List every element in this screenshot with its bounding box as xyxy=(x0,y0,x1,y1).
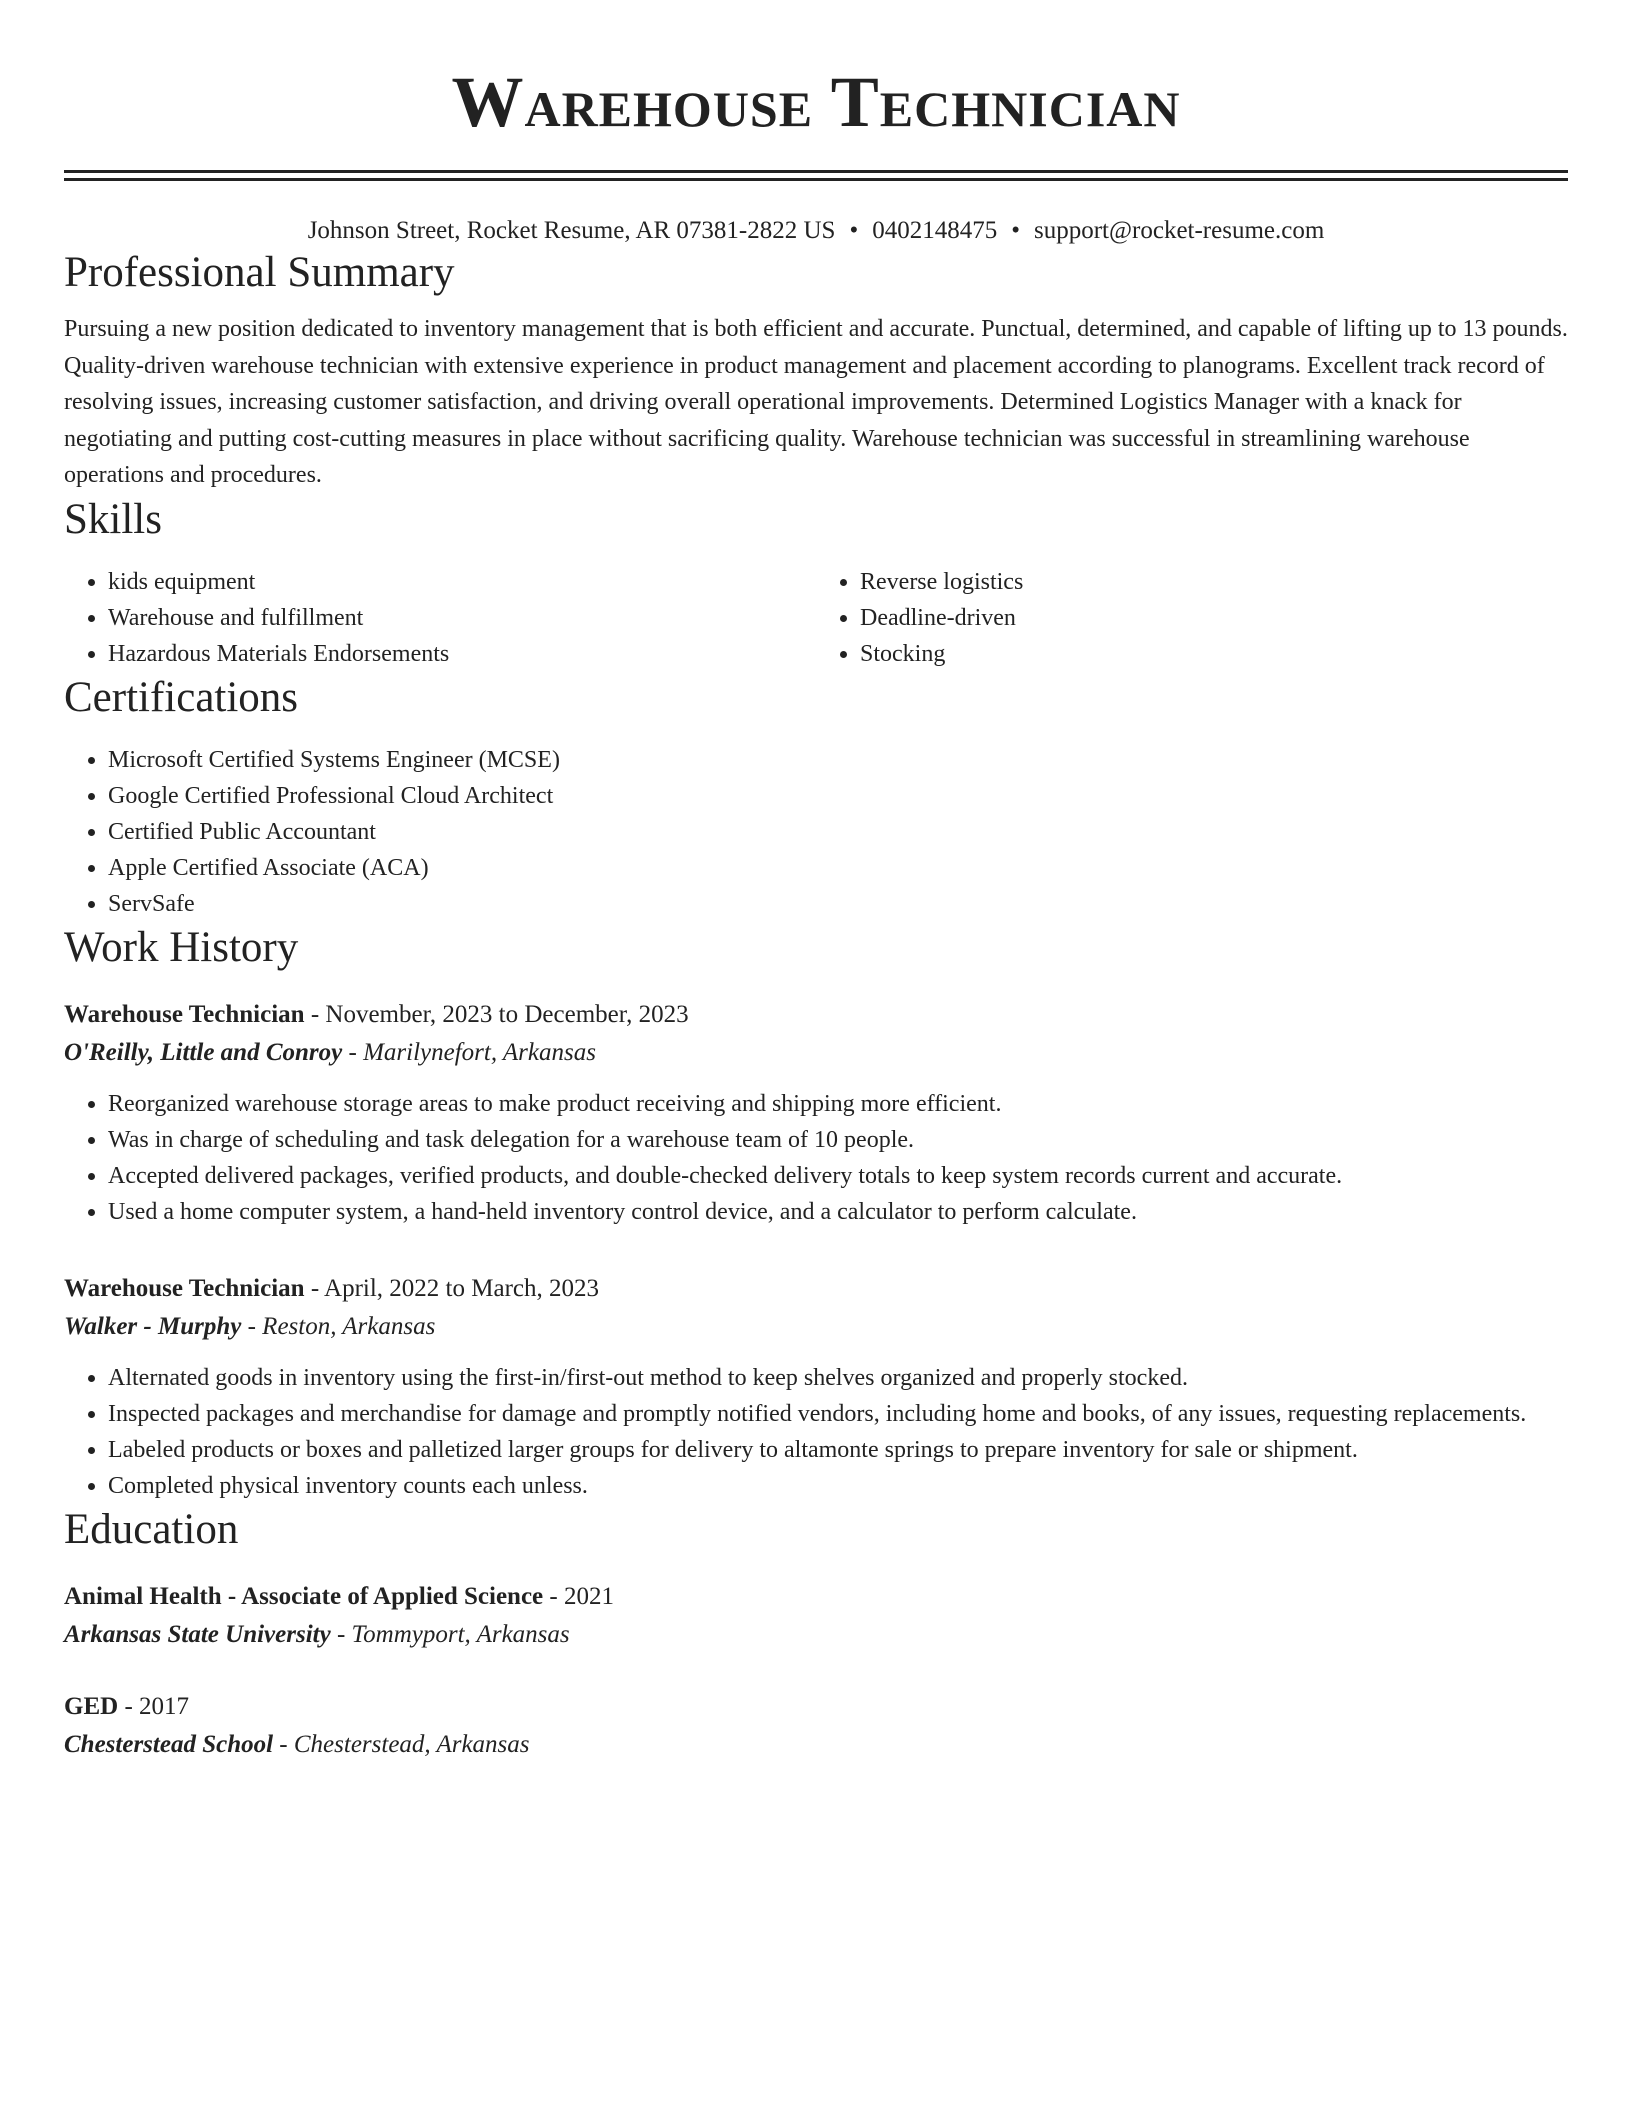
job-duties xyxy=(64,1086,1568,1230)
job-company: Walker - Murphy xyxy=(64,1312,242,1340)
job-company: O'Reilly, Little and Conroy xyxy=(64,1038,343,1066)
certification-item: • ServSafe xyxy=(108,886,1568,922)
skills-heading: Skills xyxy=(64,495,162,543)
education-school-line xyxy=(64,1616,1568,1654)
job-duty: • Labeled products or boxes and palletized larger groups for delivery to altamonte springs to prepare inventory for sale or shipment. xyxy=(108,1432,1568,1468)
skill-item: • Deadline-driven xyxy=(860,600,1568,636)
education-location: - Chesterstead, Arkansas xyxy=(273,1730,530,1758)
skill-item: • Stocking xyxy=(860,636,1568,672)
education-year: - 2021 xyxy=(543,1582,614,1610)
job-location: - Reston, Arkansas xyxy=(241,1312,436,1340)
education-degree-line xyxy=(64,1688,1568,1726)
certification-item: • Certified Public Accountant xyxy=(108,814,1568,850)
job-header xyxy=(64,996,1568,1034)
job-role: Warehouse Technician xyxy=(64,1000,305,1028)
job-duty: • Accepted delivered packages, verified products, and double-checked delivery totals to keep system records current and accurate. xyxy=(108,1158,1568,1194)
job-role: Warehouse Technician xyxy=(64,1274,305,1302)
job-dates: - November, 2023 to December, 2023 xyxy=(304,1000,689,1028)
education-degree: Animal Health - Associate of Applied Science xyxy=(64,1582,544,1610)
job-company-line xyxy=(64,1034,1568,1072)
contact-phone: 0402148475 xyxy=(872,217,998,244)
job-company-line xyxy=(64,1308,1568,1346)
job-duty: • Alternated goods in inventory using the first-in/first-out method to keep shelves organized and properly stocked. xyxy=(108,1360,1568,1396)
certifications-heading: Certifications xyxy=(64,673,299,721)
education-degree: GED xyxy=(64,1692,119,1720)
resume-name: Warehouse Technician xyxy=(451,62,1181,142)
skills-list-left xyxy=(64,564,816,672)
header-divider xyxy=(64,170,1568,181)
contact-line xyxy=(64,215,1568,247)
contact-email: support@rocket-resume.com xyxy=(1034,217,1325,244)
job-dates: - April, 2022 to March, 2023 xyxy=(304,1274,599,1302)
skill-item: • kids equipment xyxy=(108,564,816,600)
summary-heading: Professional Summary xyxy=(64,249,455,296)
skill-item: • Reverse logistics xyxy=(860,564,1568,600)
job-location: - Marilynefort, Arkansas xyxy=(342,1038,596,1066)
job-entry xyxy=(64,1270,1568,1504)
contact-separator: • xyxy=(1011,217,1020,244)
skills-list-right xyxy=(816,564,1568,672)
education-school: Chesterstead School xyxy=(64,1730,274,1758)
education-school-line xyxy=(64,1726,1568,1764)
education-year: - 2017 xyxy=(118,1692,190,1720)
education-entry xyxy=(64,1688,1568,1764)
job-header xyxy=(64,1270,1568,1308)
education-school: Arkansas State University xyxy=(64,1620,331,1648)
job-duty: • Inspected packages and merchandise for damage and promptly notified vendors, including home and books, of any issues, requesting replacements. xyxy=(108,1396,1568,1432)
education-location: - Tommyport, Arkansas xyxy=(330,1620,570,1648)
skill-item: • Hazardous Materials Endorsements xyxy=(108,636,816,672)
job-duties xyxy=(64,1360,1568,1504)
certifications-list xyxy=(64,742,1568,922)
job-duty: • Was in charge of scheduling and task delegation for a warehouse team of 10 people. xyxy=(108,1122,1568,1158)
certification-item: • Apple Certified Associate (ACA) xyxy=(108,850,1568,886)
education-degree-line xyxy=(64,1578,1568,1616)
education-entry xyxy=(64,1578,1568,1654)
job-entry xyxy=(64,996,1568,1230)
education-heading: Education xyxy=(64,1505,239,1553)
job-duty: • Used a home computer system, a hand-held inventory control device, and a calculator to perform calculate. xyxy=(108,1194,1568,1230)
contact-address: Johnson Street, Rocket Resume, AR 07381-2822 US xyxy=(307,217,836,244)
skill-item: • Warehouse and fulfillment xyxy=(108,600,816,636)
job-duty: • Reorganized warehouse storage areas to make product receiving and shipping more efficient. xyxy=(108,1086,1568,1122)
certification-item: • Google Certified Professional Cloud Architect xyxy=(108,778,1568,814)
summary-text: Pursuing a new position dedicated to inventory management that is both efficient and accurate. Punctual, determined, and capable of lifting up to 13 pounds. Quality-driven warehouse technician with extensive experience in product management and placement according to planograms. Excellent track record of resolving issues, increasing customer satisfaction, and driving overall operational improvements. Determined Logistics Manager with a knack for negotiating and putting cost-cutting measures in place without sacrificing quality. Warehouse technician was successful in streamlining warehouse operations and procedures. xyxy=(64,316,1568,488)
certification-item: • Microsoft Certified Systems Engineer (MCSE) xyxy=(108,742,1568,778)
work-history-heading: Work History xyxy=(64,923,299,971)
skills-columns xyxy=(64,564,1568,672)
job-duty: • Completed physical inventory counts each unless. xyxy=(108,1468,1568,1504)
contact-separator: • xyxy=(849,217,859,244)
